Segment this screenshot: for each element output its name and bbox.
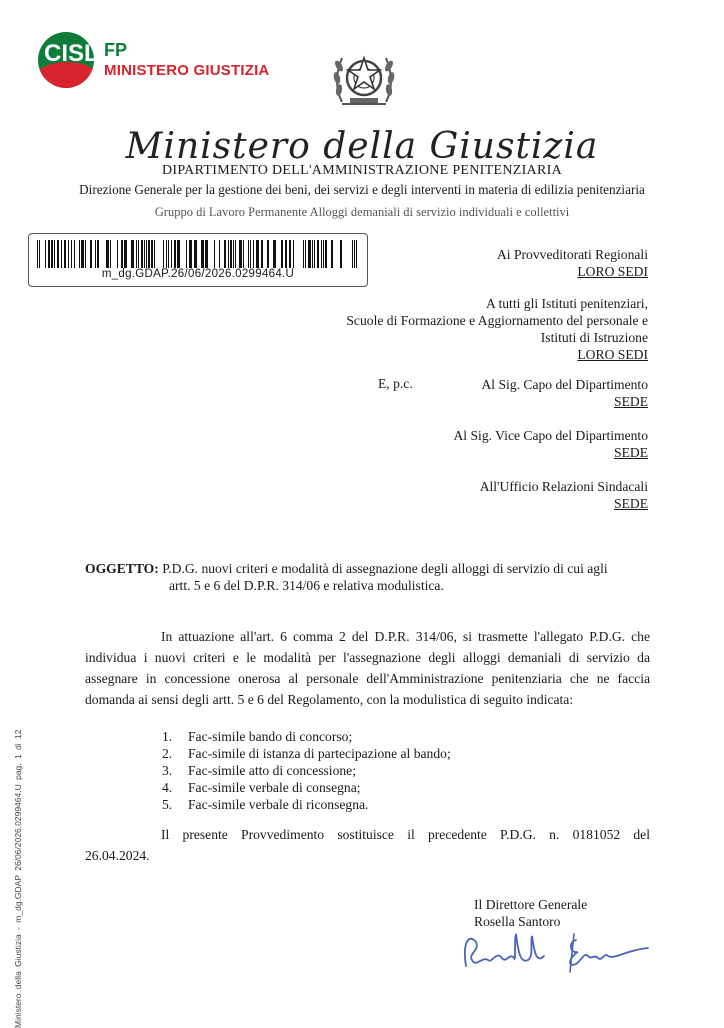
recipient-line: Ai Provveditorati Regionali [496,247,648,262]
body-paragraph-text: In attuazione all'art. 6 comma 2 del D.P.R. 314/06, si trasmette l'allegato P.D.G. che individua i nuovi criteri e le modalità per l'assegnazione degli alloggi demaniali di servizio da assegnare in concessione onerosa al personale dell'Amministrazione penitenziaria che ne faccia domanda ai sensi degli artt. 5 e 6 del Regolamento, con la modulistica di seguito indicata: [85,629,650,707]
recipient-sede: LORO SEDI [577,264,648,279]
cc-label: E, p.c. [378,376,413,391]
subject-line2: artt. 5 e 6 del D.P.R. 314/06 e relativa modulistica. [169,578,444,593]
logo-ministry-text: MINISTERO GIUSTIZIA [104,62,270,79]
closing-date: 26.04.2024. [85,848,150,863]
recipient-sede: SEDE [614,496,648,511]
side-protocol-stamp: Ministero della Giustizia - m_dg.GDAP 26/06/2026.0299464.U pag. 1 di 12 [13,729,23,1028]
recipient-sede: SEDE [614,445,648,460]
recipient-sede: SEDE [614,394,648,409]
recipient-block-istituti [346,295,648,363]
subject-label: OGGETTO: [85,561,159,576]
cisl-fp-logo [38,30,288,92]
list-item: 1. Fac-simile bando di concorso; [162,729,353,744]
list-item: 3. Fac-simile atto di concessione; [162,763,356,778]
recipient-block-relazioni [480,478,648,512]
department-name: DIPARTIMENTO DELL'AMMINISTRAZIONE PENITENZIARIA [162,163,562,178]
recipient-sede: LORO SEDI [577,347,648,362]
signatory-title: Il Direttore Generale [474,897,588,912]
list-item: 4. Fac-simile verbale di consegna; [162,780,361,795]
recipient-block-provveditorati [497,246,648,280]
recipient-block-vice-capo [453,427,648,461]
signatory-name: Rosella Santoro [474,914,561,929]
barcode-bars-icon [37,240,359,268]
recipient-line: Scuole di Formazione e Aggiornamento del personale e [346,313,648,328]
list-item: 2. Fac-simile di istanza di partecipazione al bando; [162,746,451,761]
closing-line: Il presente Provvedimento sostituisce il precedente P.D.G. n. 0181052 del [161,827,650,842]
republic-emblem-icon [328,42,400,114]
working-group-name: Gruppo di Lavoro Permanente Alloggi demaniali di servizio individuali e collettivi [154,205,570,219]
recipient-line: All'Ufficio Relazioni Sindacali [479,479,648,494]
attachment-list [162,728,451,813]
subject-line1: P.D.G. nuovi criteri e modalità di assegnazione degli alloggi di servizio di cui agli [162,561,608,576]
direction-name: Direzione Generale per la gestione dei beni, dei servizi e degli interventi in materia di edilizia penitenziaria [79,182,645,197]
recipient-line: A tutti gli Istituti penitenziari, [486,296,648,311]
logo-fp-text: FP [104,40,128,60]
recipient-line: Istituti di Istruzione [540,330,648,345]
ministry-title: Ministero della Giustizia [125,126,599,167]
protocol-barcode [28,233,368,287]
barcode-code: m_dg.GDAP.26/06/2026.0299464.U [101,268,295,280]
list-item: 5. Fac-simile verbale di riconsegna. [162,797,369,812]
recipient-block-capo [481,376,648,410]
handwritten-signature [458,920,658,980]
recipient-line: Al Sig. Capo del Dipartimento [481,377,648,392]
body-paragraph [85,626,650,710]
recipient-line: Al Sig. Vice Capo del Dipartimento [453,428,648,443]
logo-brand-text: CISL [44,40,99,67]
subject-block [85,560,650,594]
